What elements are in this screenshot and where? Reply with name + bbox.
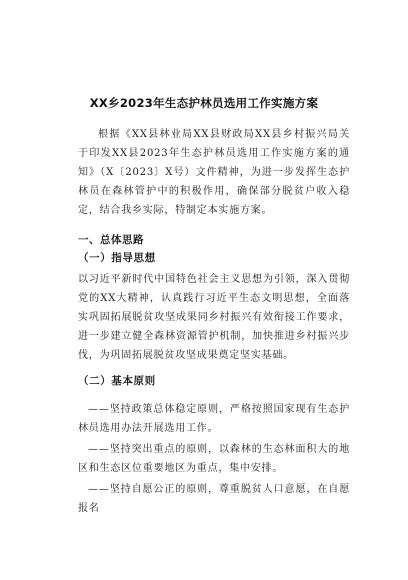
intro-paragraph: 根据《XX县林业局XX县财政局XX县乡村振兴局关于印发XX县2023年生态护林员选用工作实施方案的通知》（X〔2023〕X号）文件精神，为进一步发挥生态护林员在森林管护中的积极作用，确保部分脱贫户收入稳定，结合我乡实际，特制定本实施方案。	[78, 129, 350, 216]
document-title: XX乡2023年生态护林员选用工作实施方案	[89, 96, 319, 110]
section-heading-overall-approach: 一、总体思路	[78, 234, 144, 246]
principle-policy-stability: ——坚持政策总体稳定原则，严格按照国家现有生态护林员选用办法开展选用工作。	[78, 404, 350, 434]
subsection-heading-basic-principles: （二）基本原则	[78, 375, 156, 387]
guiding-ideology-paragraph: 以习近平新时代中国特色社会主义思想为引领，深入贯彻党的XX大精神，认真践行习近平生态文明思想，全面落实巩固拓展脱贫攻坚成果同乡村振兴有效衔接工作要求，进一步建立健全森林资源管护机制，加快推进乡村振兴步伐，为巩固拓展脱贫攻坚成果奠定坚实基础。	[78, 274, 350, 361]
principle-key-focus: ——坚持突出重点的原则，以森林的生态林面积大的地区和生态区位重要地区为重点，集中安排。	[78, 444, 350, 474]
principle-voluntary-fairness: ——坚持自愿公正的原则，尊重脱贫人口意愿，在自愿报名	[78, 484, 350, 514]
subsection-heading-guiding-ideology: （一）指导思想	[78, 252, 156, 264]
